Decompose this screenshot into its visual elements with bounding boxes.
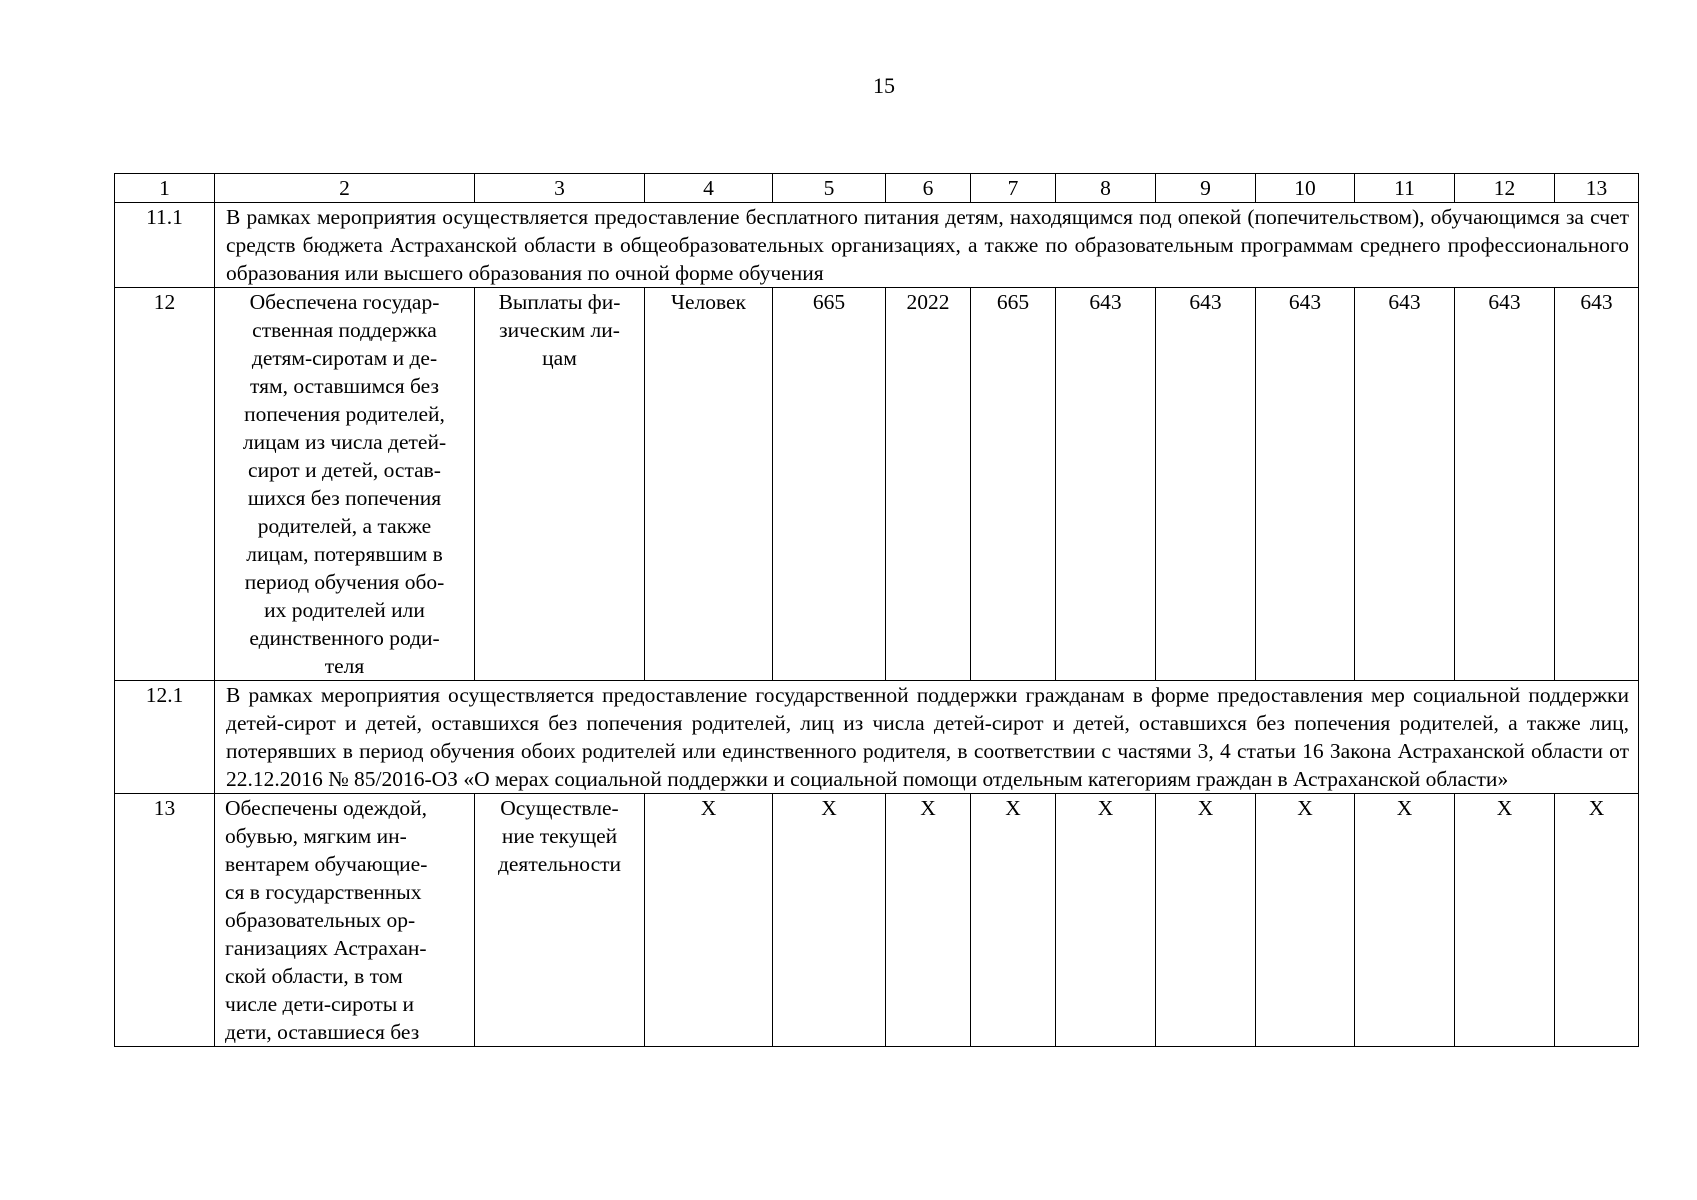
result-type: [475, 288, 645, 681]
value-cell: 665: [773, 288, 886, 681]
result-type-line: ние текущей: [501, 824, 618, 848]
unit-cell: X: [645, 794, 773, 1047]
result-name-line: обувью, мягким ин-: [225, 824, 407, 848]
result-name-line: ственная поддержка: [252, 318, 437, 342]
value-cell: 643: [1256, 288, 1355, 681]
result-name-line: ганизациях Астрахан-: [225, 936, 427, 960]
table-row-data: [115, 288, 1639, 681]
value-cell: X: [886, 794, 971, 1047]
result-type-line: зическим ли-: [499, 318, 620, 342]
row-number: 13: [115, 794, 215, 1047]
row-number: 12: [115, 288, 215, 681]
value-cell: 643: [1056, 288, 1156, 681]
row-description: В рамках мероприятия осуществляется предоставление государственной поддержки гражданам в форме предоставления мер социальной поддержки детей-сирот и детей, оставшихся без попечения родителей, лиц из числа детей-сирот и детей, оставшихся без попечения родителей, а также лиц, потерявших в период обучения обоих родителей или единственного родителя, в соответствии с частями 3, 4 статьи 16 Закона Астраханской области от 22.12.2016 № 85/2016-ОЗ «О мерах социальной поддержки и социальной помощи отдельным категориям граждан в Астраханской области»: [215, 681, 1639, 794]
result-name-line: ской области, в том: [225, 964, 403, 988]
result-type-line: цам: [542, 346, 577, 370]
result-name-line: лицам, потерявшим в: [246, 542, 443, 566]
value-cell: 665: [971, 288, 1056, 681]
result-type-line: деятельности: [497, 852, 622, 876]
value-cell: X: [1355, 794, 1455, 1047]
table-row-note: [115, 681, 1639, 794]
header-cell: 11: [1355, 174, 1455, 203]
value-cell: 643: [1455, 288, 1555, 681]
unit-cell: Человек: [645, 288, 773, 681]
row-number: 11.1: [115, 203, 215, 288]
header-row: [115, 174, 1639, 203]
value-cell: X: [1156, 794, 1256, 1047]
value-cell: X: [1256, 794, 1355, 1047]
value-cell: 643: [1156, 288, 1256, 681]
header-cell: 2: [215, 174, 475, 203]
result-name: [215, 794, 475, 1047]
result-name-line: попечения родителей,: [244, 402, 445, 426]
result-name-line: родителей, а также: [257, 514, 432, 538]
result-type-line: Осуществле-: [500, 796, 619, 820]
result-name-line: сирот и детей, остав-: [248, 458, 441, 482]
header-cell: 12: [1455, 174, 1555, 203]
value-cell: X: [1455, 794, 1555, 1047]
result-name-line: единственного роди-: [249, 626, 440, 650]
indicators-table: [114, 173, 1639, 1047]
row-description: В рамках мероприятия осуществляется предоставление бесплатного питания детям, находящимся под опекой (попечительством), обучающимся за счет средств бюджета Астраханской области в общеобразовательных организациях, а также по образовательным программам среднего профессионального образования или высшего образования по очной форме обучения: [215, 203, 1639, 288]
header-cell: 4: [645, 174, 773, 203]
result-type-line: Выплаты фи-: [498, 290, 621, 314]
result-name-line: вентарем обучающие-: [225, 852, 428, 876]
result-name-line: период обучения обо-: [244, 570, 445, 594]
value-cell: X: [773, 794, 886, 1047]
row-number: 12.1: [115, 681, 215, 794]
table-body: [115, 174, 1639, 1047]
result-name: [215, 288, 475, 681]
result-name-line: лицам из числа детей-: [242, 430, 447, 454]
value-cell: 643: [1555, 288, 1639, 681]
result-name-line: образовательных ор-: [225, 908, 416, 932]
result-name-line: детям-сиротам и де-: [251, 346, 438, 370]
value-cell: X: [1056, 794, 1156, 1047]
result-type: [475, 794, 645, 1047]
header-cell: 1: [115, 174, 215, 203]
result-name-line: числе дети-сироты и: [225, 992, 415, 1016]
result-name-line: тям, оставшимся без: [250, 374, 439, 398]
page-number: 15: [873, 73, 895, 98]
value-cell: 2022: [886, 288, 971, 681]
result-name-line: теля: [324, 654, 365, 678]
header-cell: 7: [971, 174, 1056, 203]
header-cell: 13: [1555, 174, 1639, 203]
value-cell: X: [1555, 794, 1639, 1047]
header-cell: 8: [1056, 174, 1156, 203]
table-row-note: [115, 203, 1639, 288]
value-cell: X: [971, 794, 1056, 1047]
result-name-line: Обеспечена государ-: [249, 290, 440, 314]
result-name-line: ся в государственных: [225, 880, 422, 904]
result-name-line: шихся без попечения: [247, 486, 442, 510]
header-cell: 5: [773, 174, 886, 203]
value-cell: 643: [1355, 288, 1455, 681]
header-cell: 10: [1256, 174, 1355, 203]
table-row-data: [115, 794, 1639, 1047]
header-cell: 3: [475, 174, 645, 203]
result-name-line: их родителей или: [264, 598, 425, 622]
result-name-line: Обеспечены одеждой,: [225, 796, 428, 820]
result-name-line: дети, оставшиеся без: [225, 1020, 420, 1044]
header-cell: 6: [886, 174, 971, 203]
header-cell: 9: [1156, 174, 1256, 203]
